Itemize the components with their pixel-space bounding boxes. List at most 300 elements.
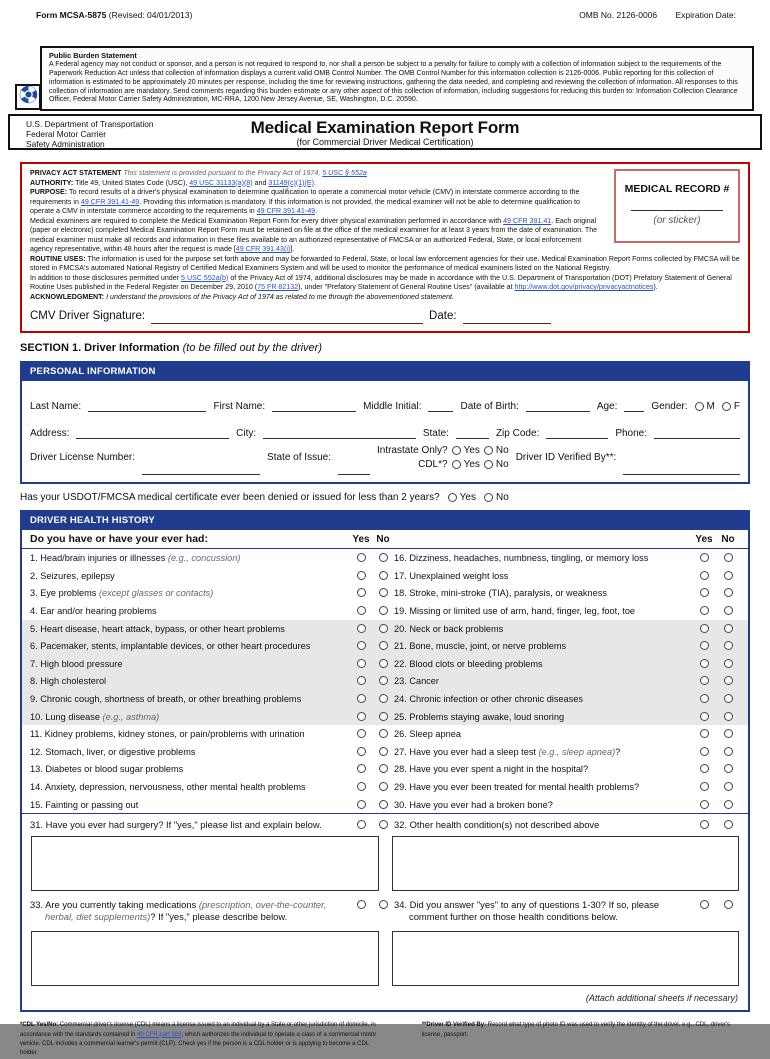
form-revised-date: (Revised: 04/01/2013) [108, 10, 193, 20]
city-field[interactable] [263, 426, 416, 439]
question-17-no-radio[interactable] [724, 571, 733, 580]
certificate-no-radio[interactable] [484, 493, 493, 502]
question-18-label [394, 588, 692, 598]
question-29-no-radio[interactable] [724, 782, 733, 791]
question-16-no-radio[interactable] [724, 553, 733, 562]
date-of-birth-field[interactable] [526, 399, 590, 412]
state-label: State: [422, 428, 449, 440]
text-segment: 30. Have you ever had a broken bone? [394, 799, 553, 810]
inline-link[interactable]: 49 CFR 391.41 [503, 216, 552, 225]
question-26-label [394, 729, 692, 739]
question-27-yes-radio[interactable] [700, 747, 709, 756]
text-segment: PURPOSE: [30, 188, 70, 196]
omb-number: OMB No. 2126-0006 [579, 10, 658, 20]
text-segment: (e.g., sleep apnea) [538, 746, 616, 757]
text-segment: *CDL Yes/No: [20, 1022, 60, 1029]
text-segment: (e.g., asthma) [102, 711, 160, 722]
question-19-yes-radio[interactable] [700, 606, 709, 615]
question-26-no-cell [716, 729, 740, 739]
health-history-row-13 [22, 761, 748, 779]
question-31-no-cell [372, 819, 394, 830]
question-22-no-radio[interactable] [724, 659, 733, 668]
question-27-no-radio[interactable] [724, 747, 733, 756]
question-34-yes-radio[interactable] [700, 900, 709, 909]
privacy-acknowledgment-line [30, 293, 740, 303]
cmv-driver-signature-field[interactable] [151, 311, 423, 324]
question-8-yes-cell [350, 676, 372, 686]
gender-label: Gender: [651, 401, 688, 413]
question-18-yes-radio[interactable] [700, 588, 709, 597]
text-segment: . Each original (paper or electronic) completed Medical Examination Report Form must be retained on file at the office of the medical examiner for at least 3 years from the date of examination. The medical examiner must make all records and information in these files available to an authorized representative of FMCSA or an authorized Federal, State, or local enforcement agency representative, within 48 hours after the request is made [ [30, 216, 598, 253]
question-4-no-radio[interactable] [379, 606, 388, 615]
question-2-label [30, 571, 350, 581]
question-32-explanation-box[interactable] [392, 836, 740, 891]
state-field[interactable] [456, 426, 489, 439]
question-11-no-cell [372, 729, 394, 739]
driver-health-history-bar: DRIVER HEALTH HISTORY [22, 512, 748, 530]
text-segment: , which authorizes the individual to operate a class of a commercial motor vehicle. CDL includes a commercial learner's permit (CLP). Check yes if the person is a CDL holder or is applying to become a CDL holder. [20, 1031, 377, 1057]
question-24-yes-radio[interactable] [700, 694, 709, 703]
text-segment: ? [615, 746, 621, 757]
last-name-label: Last Name: [30, 401, 82, 413]
first-name-field[interactable] [272, 399, 356, 412]
question-14-no-radio[interactable] [379, 782, 388, 791]
question-32-no-cell [716, 819, 740, 830]
question-4-label [30, 606, 350, 616]
signature-date-field[interactable] [463, 311, 551, 324]
text-segment: The information is used for the purpose set forth above and may be forwarded to Federal, State, or local law enforcement agencies for their use. Medical Examination Report Forms collected by FMCSA will be stored in FMCSA's automated National Registry of Certified Medical Examiners System and will be used to monitor the performance of medical examiners listed on the National Registry. [30, 254, 740, 272]
text-segment: 22. Blood clots or bleeding problems [394, 658, 543, 669]
health-history-row-8 [22, 673, 748, 691]
health-history-row-14 [22, 778, 748, 796]
question-31-no-radio[interactable] [379, 820, 388, 829]
text-segment: Medical examiners are required to complete the Medical Examination Report Form for every driver physical examination performed in accordance with [30, 216, 504, 225]
question-7-yes-cell [350, 659, 372, 669]
question-22-yes-cell [692, 659, 716, 669]
address-field[interactable] [76, 426, 229, 439]
question-22-yes-radio[interactable] [700, 659, 709, 668]
phone-field[interactable] [654, 426, 740, 439]
question-32-yes-cell [692, 819, 716, 830]
health-history-row-3 [22, 585, 748, 603]
driver-license-number-field[interactable] [142, 462, 260, 475]
question-18-no-radio[interactable] [724, 588, 733, 597]
question-19-no-radio[interactable] [724, 606, 733, 615]
question-19-no-cell [716, 606, 740, 616]
intrastate-only-row [377, 445, 509, 456]
gender-female-option [722, 401, 740, 412]
question-25-yes-cell [692, 712, 716, 722]
driver-signature-row [30, 309, 740, 324]
text-segment: Title 49, United States Code (USC), [75, 178, 190, 187]
medical-certificate-question-row [20, 492, 750, 503]
question-14-yes-cell [350, 782, 372, 792]
text-segment: 23. Cancer [394, 676, 439, 687]
question-2-no-cell [372, 571, 394, 581]
no-column-header-right: No [721, 533, 735, 545]
omb-block [563, 10, 736, 20]
health-history-row-6 [22, 637, 748, 655]
text-segment: ]. [290, 245, 295, 253]
section1-note: (to be filled out by the driver) [182, 342, 322, 355]
question-10-yes-radio[interactable] [357, 712, 366, 721]
text-segment: 5. Heart disease, heart attack, bypass, or other heart problems [30, 623, 285, 634]
question-27-yes-cell [692, 747, 716, 757]
question-16-label [394, 553, 692, 563]
health-subheader-question: Do you have or have your ever had: [30, 533, 208, 546]
attach-additional-sheets-note: (Attach additional sheets if necessary) [585, 993, 738, 1004]
question-14-label [30, 782, 350, 792]
question-23-no-radio[interactable] [724, 676, 733, 685]
question-11-yes-radio[interactable] [357, 729, 366, 738]
question-1-yes-radio[interactable] [357, 553, 366, 562]
last-name-field[interactable] [88, 399, 206, 412]
text-segment: 21. Bone, muscle, joint, or nerve problems [394, 641, 567, 652]
personal-row-2 [30, 412, 740, 439]
text-segment: . [315, 207, 318, 215]
question-8-label [30, 676, 350, 686]
question-12-no-radio[interactable] [379, 747, 388, 756]
text-segment: 12. Stomach, liver, or digestive problems [30, 746, 196, 757]
question-5-label [30, 624, 350, 634]
question-25-yes-radio[interactable] [700, 712, 709, 721]
text-segment: 14. Anxiety, depression, nervousness, other mental health problems [30, 781, 306, 792]
text-segment: 32. Other health condition(s) not described above [394, 818, 600, 830]
question-24-no-cell [716, 694, 740, 704]
question-13-no-radio[interactable] [379, 764, 388, 773]
text-segment: **Driver ID Verified By: [421, 1022, 488, 1029]
page-subtitle: (for Commercial Driver Medical Certification) [296, 136, 474, 147]
question-31-explanation-box[interactable] [31, 836, 379, 891]
form-meta-row [0, 0, 770, 20]
privacy-disclosures-line [30, 274, 740, 293]
question-7-no-cell [372, 659, 394, 669]
health-history-row-9 [22, 690, 748, 708]
question-3-label [30, 588, 350, 598]
question-6-no-radio[interactable] [379, 641, 388, 650]
question-6-yes-radio[interactable] [357, 641, 366, 650]
signature-date-label: Date: [429, 310, 457, 322]
text-segment: 10. Lung disease [30, 711, 103, 722]
certificate-yes-option [448, 492, 476, 503]
question-21-yes-cell [692, 641, 716, 651]
question-24-no-radio[interactable] [724, 694, 733, 703]
question-32-yes-radio[interactable] [700, 820, 709, 829]
question-34-yes-cell [692, 899, 716, 910]
question-29-yes-radio[interactable] [700, 782, 709, 791]
question-28-no-radio[interactable] [724, 764, 733, 773]
question-33-yes-cell [350, 899, 372, 910]
question-28-label [394, 764, 692, 774]
personal-information-section [20, 361, 750, 484]
text-segment: 20. Neck or back problems [394, 623, 504, 634]
question-2-no-radio[interactable] [379, 571, 388, 580]
question-29-yes-cell [692, 782, 716, 792]
question-12-yes-radio[interactable] [357, 747, 366, 756]
text-segment: 8. High cholesterol [30, 676, 107, 687]
question-21-label [394, 641, 692, 651]
question-20-label [394, 624, 692, 634]
question-25-no-cell [716, 712, 740, 722]
dot-triskelion-icon [19, 85, 38, 109]
question-30-no-cell [716, 800, 740, 810]
question-10-yes-cell [350, 712, 372, 722]
text-segment: 29. Have you ever been treated for mental health problems? [394, 781, 640, 792]
intrastate-yes-radio[interactable] [452, 446, 461, 455]
question-28-yes-radio[interactable] [700, 764, 709, 773]
health-history-row-5 [22, 620, 748, 638]
question-30-label [394, 800, 692, 810]
driver-id-verified-by-field[interactable] [623, 462, 740, 475]
state-of-issue-label: State of Issue: [267, 451, 331, 463]
question-3-yes-radio[interactable] [357, 588, 366, 597]
cdl-yes-radio[interactable] [452, 460, 461, 469]
medical-record-number-field[interactable] [631, 196, 723, 211]
inline-link[interactable]: http://www.dot.gov/privacy/privacyactnotices [514, 283, 654, 291]
health-history-row-7 [22, 655, 748, 673]
gender-female-label: F [733, 401, 740, 413]
agency-line-2: Federal Motor Carrier [26, 129, 107, 140]
question-9-no-radio[interactable] [379, 694, 388, 703]
question-20-yes-radio[interactable] [700, 624, 709, 633]
public-burden-statement-box [40, 46, 754, 111]
question-12-yes-cell [350, 747, 372, 757]
text-segment: 25. Problems staying awake, loud snoring [394, 711, 565, 722]
text-segment: 4. Ear and/or hearing problems [30, 605, 157, 616]
cdl-no-label: No [495, 458, 509, 470]
question-29-label [394, 782, 692, 792]
question-16-yes-radio[interactable] [700, 553, 709, 562]
question-30-no-radio[interactable] [724, 800, 733, 809]
question-5-no-radio[interactable] [379, 624, 388, 633]
question-24-yes-cell [692, 694, 716, 704]
certificate-yes-radio[interactable] [448, 493, 457, 502]
certificate-no-label: No [495, 492, 509, 504]
question-3-yes-cell [350, 588, 372, 598]
cdl-no-option [484, 459, 509, 470]
middle-initial-label: Middle Initial: [363, 401, 422, 413]
question-6-yes-cell [350, 641, 372, 651]
question-30-yes-radio[interactable] [700, 800, 709, 809]
question-13-no-cell [372, 764, 394, 774]
question-9-yes-cell [350, 694, 372, 704]
question-12-label [30, 747, 350, 757]
inline-link[interactable]: 49 CFR 391.43(i) [235, 245, 291, 253]
gender-female-radio[interactable] [722, 402, 731, 411]
text-segment: (prescription, over-the-counter, herbal, diet supplements) [45, 899, 327, 923]
zip-code-field[interactable] [546, 426, 608, 439]
question-26-yes-radio[interactable] [700, 729, 709, 738]
question-3-no-radio[interactable] [379, 588, 388, 597]
explain-boxes-row-2 [22, 929, 748, 991]
phone-label: Phone: [615, 428, 648, 440]
page-title: Medical Examination Report Form [250, 117, 520, 137]
question-26-yes-cell [692, 729, 716, 739]
text-segment: and [252, 178, 269, 187]
question-5-yes-radio[interactable] [357, 624, 366, 633]
question-7-no-radio[interactable] [379, 659, 388, 668]
date-of-birth-label: Date of Birth: [460, 401, 519, 413]
question-15-label [30, 800, 350, 810]
text-segment: 19. Missing or limited use of arm, hand, finger, leg, foot, toe [394, 605, 636, 616]
question-23-label [394, 676, 692, 686]
question-2-yes-cell [350, 571, 372, 581]
question-7-label [30, 659, 350, 669]
public-burden-title: Public Burden Statement [49, 51, 137, 60]
question-20-yes-cell [692, 624, 716, 634]
dot-logo-box [15, 84, 41, 110]
question-20-no-radio[interactable] [724, 624, 733, 633]
intrastate-yes-option [452, 445, 480, 456]
text-segment: 2. Seizures, epilepsy [30, 570, 115, 581]
health-history-row-12 [22, 743, 748, 761]
question-15-no-radio[interactable] [379, 800, 388, 809]
question-22-label [394, 659, 692, 669]
city-label: City: [236, 428, 257, 440]
question-4-yes-radio[interactable] [357, 606, 366, 615]
question-9-label [30, 694, 350, 704]
question-8-no-radio[interactable] [379, 676, 388, 685]
question-16-no-cell [716, 553, 740, 563]
question-4-yes-cell [350, 606, 372, 616]
question-21-yes-radio[interactable] [700, 641, 709, 650]
text-segment: 3. Eye problems [30, 588, 99, 599]
text-segment: 27. Have you ever had a sleep test [394, 746, 539, 757]
privacy-act-statement-box [20, 162, 750, 333]
question-25-no-radio[interactable] [724, 712, 733, 721]
inline-link[interactable]: 5 USC 552a(b) [181, 273, 229, 282]
driver-health-history-section [20, 510, 750, 1012]
question-33-no-cell [372, 899, 394, 910]
intrastate-no-label: No [495, 444, 509, 456]
text-segment: I understand the provisions of the Privacy Act of 1974 as related to me through the abovementioned statement. [106, 292, 454, 301]
question-16-yes-cell [692, 553, 716, 563]
inline-link[interactable]: 31149(c)(1)(E) [268, 178, 315, 187]
inline-link[interactable]: 49 CFR 391.41-49 [80, 197, 140, 206]
explain-boxes-row-1 [22, 834, 748, 896]
question-34-no-radio[interactable] [724, 900, 733, 909]
text-segment: 9. Chronic cough, shortness of breath, or other breathing problems [30, 693, 302, 704]
agency-line-3: Safety Administration [26, 139, 105, 150]
question-13-label [30, 764, 350, 774]
inline-link[interactable]: 49 CFR part 383 [137, 1031, 182, 1038]
inline-link[interactable]: 75 FR 82132 [257, 283, 299, 291]
text-segment: 33. Are you currently taking medications [30, 899, 199, 911]
inline-link[interactable]: 49 USC 31133(a)(8) [189, 178, 253, 187]
question-11-no-radio[interactable] [379, 729, 388, 738]
question-1-no-radio[interactable] [379, 553, 388, 562]
gender-male-radio[interactable] [695, 402, 704, 411]
question-21-no-radio[interactable] [724, 641, 733, 650]
question-31-yes-radio[interactable] [357, 820, 366, 829]
cdl-row [377, 459, 509, 470]
question-33-description-box[interactable] [31, 931, 379, 986]
question-18-yes-cell [692, 588, 716, 598]
health-history-row-11 [22, 725, 748, 743]
health-history-row-15 [22, 796, 748, 814]
question-9-no-cell [372, 694, 394, 704]
text-segment: 18. Stroke, mini-stroke (TIA), paralysis, or weakness [394, 588, 607, 599]
text-segment: AUTHORITY: [30, 178, 76, 187]
intrastate-no-radio[interactable] [484, 446, 493, 455]
question-14-yes-radio[interactable] [357, 782, 366, 791]
section1-title: SECTION 1. Driver Information [20, 342, 183, 355]
form-header-band [8, 114, 762, 150]
question-2-yes-radio[interactable] [357, 571, 366, 580]
cdl-label: CDL*? [418, 458, 448, 470]
text-segment: 11. Kidney problems, kidney stones, or pain/problems with urination [30, 729, 305, 740]
question-23-yes-radio[interactable] [700, 676, 709, 685]
gender-male-option [695, 401, 715, 412]
medical-record-title: MEDICAL RECORD # [624, 183, 730, 195]
question-8-yes-radio[interactable] [357, 676, 366, 685]
question-14-no-cell [372, 782, 394, 792]
personal-row-1 [30, 385, 740, 412]
state-of-issue-field[interactable] [338, 462, 370, 475]
question-15-no-cell [372, 800, 394, 810]
text-segment: 15. Fainting or passing out [30, 799, 139, 810]
question-15-yes-radio[interactable] [357, 800, 366, 809]
text-segment: Record what type of photo ID was used to verify the identity of the driver, e.g., CDL, driver's license, passport. [421, 1022, 730, 1038]
inline-link[interactable]: 49 CFR 391.41-49 [256, 207, 316, 215]
question-34-comment-box[interactable] [392, 931, 740, 986]
personal-information-bar: PERSONAL INFORMATION [22, 363, 748, 381]
question-17-yes-radio[interactable] [700, 571, 709, 580]
question-31-label [30, 819, 350, 830]
question-27-no-cell [716, 747, 740, 757]
question-13-yes-radio[interactable] [357, 764, 366, 773]
cdl-yes-option [452, 459, 480, 470]
question-10-no-radio[interactable] [379, 712, 388, 721]
question-23-no-cell [716, 676, 740, 686]
text-segment: 26. Sleep apnea [394, 729, 461, 740]
question-7-yes-radio[interactable] [357, 659, 366, 668]
intrastate-no-option [484, 445, 509, 456]
agency-name-block [26, 119, 154, 149]
cdl-yes-label: Yes [463, 458, 480, 470]
question-33-yes-radio[interactable] [357, 900, 366, 909]
age-label: Age: [596, 401, 618, 413]
question-33-no-radio[interactable] [379, 900, 388, 909]
certificate-yes-label: Yes [459, 492, 476, 504]
inline-link[interactable]: 5 USC § 552a [322, 169, 367, 177]
text-segment: . [314, 178, 316, 187]
question-27-label [394, 747, 692, 757]
question-6-no-cell [372, 641, 394, 651]
question-34-no-cell [716, 899, 740, 910]
text-segment: 24. Chronic infection or other chronic diseases [394, 693, 583, 704]
certificate-no-option [484, 492, 509, 503]
question-29-no-cell [716, 782, 740, 792]
question-15-yes-cell [350, 800, 372, 810]
footnotes-row [20, 1021, 750, 1058]
privacy-routine-uses-line [30, 255, 740, 274]
cdl-no-radio[interactable] [484, 460, 493, 469]
text-segment: This statement is provided pursuant to the Privacy Act of 1974, [123, 169, 323, 177]
gender-male-label: M [706, 401, 715, 413]
health-history-row-1 [22, 549, 748, 567]
question-9-yes-radio[interactable] [357, 694, 366, 703]
question-11-label [30, 729, 350, 739]
question-17-label [394, 571, 692, 581]
medical-record-number-box [614, 169, 740, 243]
question-32-no-radio[interactable] [724, 820, 733, 829]
middle-initial-field[interactable] [428, 399, 453, 412]
text-segment: 13. Diabetes or blood sugar problems [30, 764, 184, 775]
question-26-no-radio[interactable] [724, 729, 733, 738]
age-field[interactable] [624, 399, 644, 412]
question-32-label [394, 819, 692, 830]
